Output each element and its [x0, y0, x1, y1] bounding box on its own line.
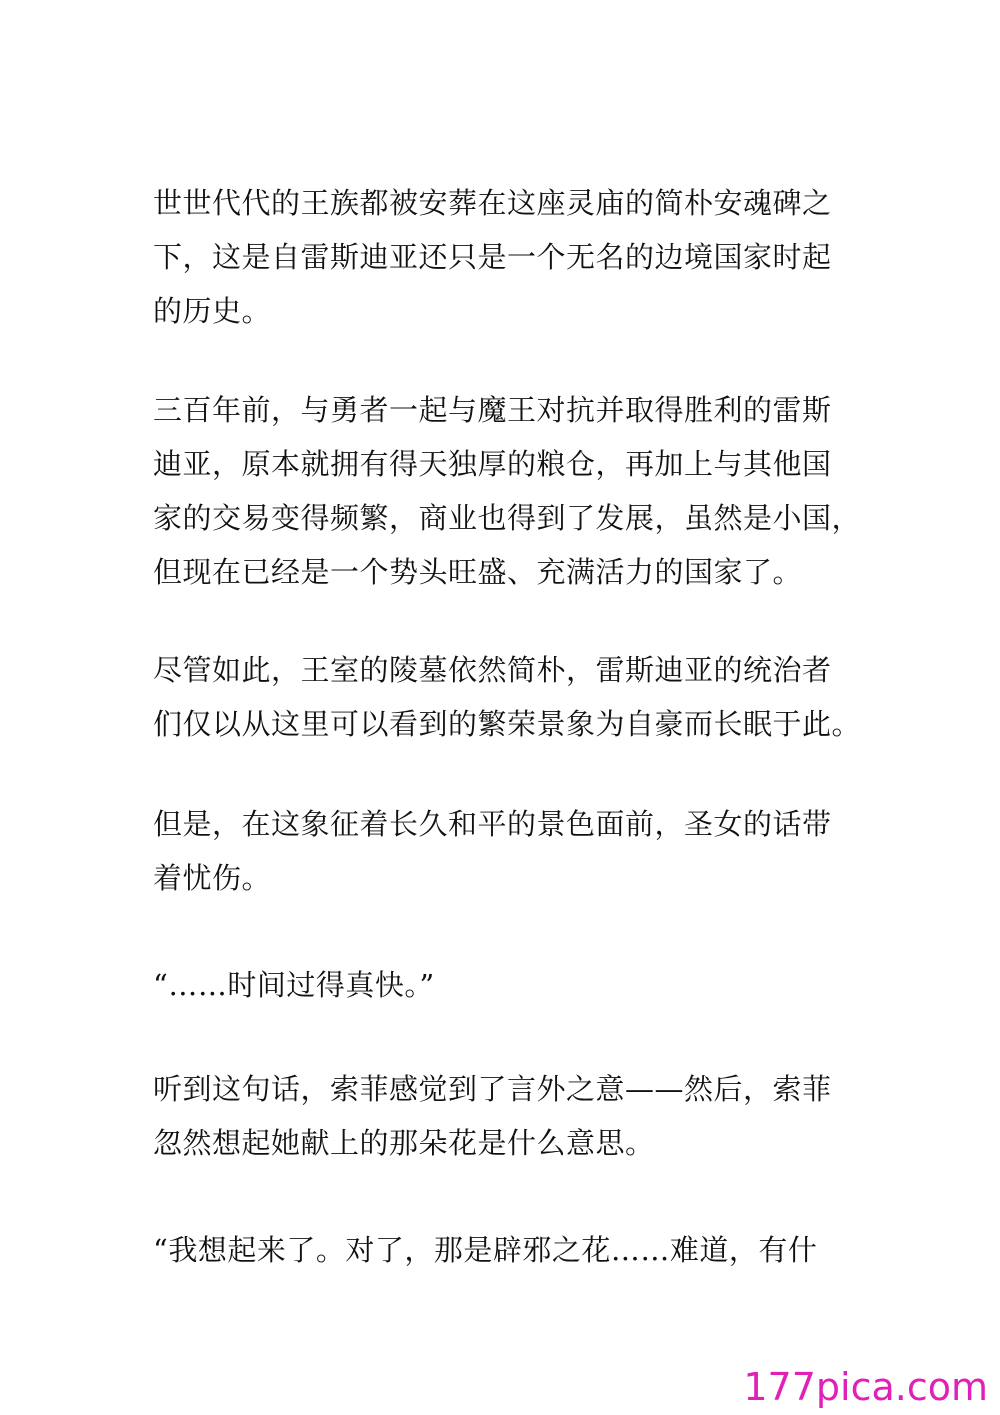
text-line: 但是，在这象征着长久和平的景色面前，圣女的话带	[153, 807, 832, 841]
text-line: 但现在已经是一个势头旺盛、充满活力的国家了。	[153, 555, 803, 589]
text-line: 们仅以从这里可以看到的繁荣景象为自豪而长眠于此。	[153, 707, 862, 741]
paragraph-1	[153, 176, 873, 338]
text-line: “我想起来了。对了，那是辟邪之花……难道，有什	[153, 1233, 818, 1267]
paragraph-5-dialogue	[153, 958, 873, 1012]
text-line: “……时间过得真快。”	[153, 968, 435, 1002]
paragraph-3	[153, 643, 873, 751]
text-line: 听到这句话，索菲感觉到了言外之意——然后，索菲	[153, 1072, 832, 1106]
text-line: 世世代代的王族都被安葬在这座灵庙的简朴安魂碑之	[153, 186, 832, 220]
text-line: 下，这是自雷斯迪亚还只是一个无名的边境国家时起	[153, 240, 832, 274]
text-line: 尽管如此，王室的陵墓依然简朴，雷斯迪亚的统治者	[153, 653, 832, 687]
text-line: 家的交易变得频繁，商业也得到了发展，虽然是小国，	[153, 501, 862, 535]
text-line: 着忧伤。	[153, 861, 272, 895]
text-line: 迪亚，原本就拥有得天独厚的粮仓，再加上与其他国	[153, 447, 832, 481]
text-line: 的历史。	[153, 294, 272, 328]
text-line: 三百年前，与勇者一起与魔王对抗并取得胜利的雷斯	[153, 393, 832, 427]
paragraph-4	[153, 797, 873, 905]
paragraph-2	[153, 383, 873, 599]
paragraph-7-dialogue	[153, 1223, 873, 1277]
paragraph-6	[153, 1062, 873, 1170]
site-watermark: 177pica.com	[743, 1365, 988, 1409]
text-line: 忽然想起她献上的那朵花是什么意思。	[153, 1126, 655, 1160]
